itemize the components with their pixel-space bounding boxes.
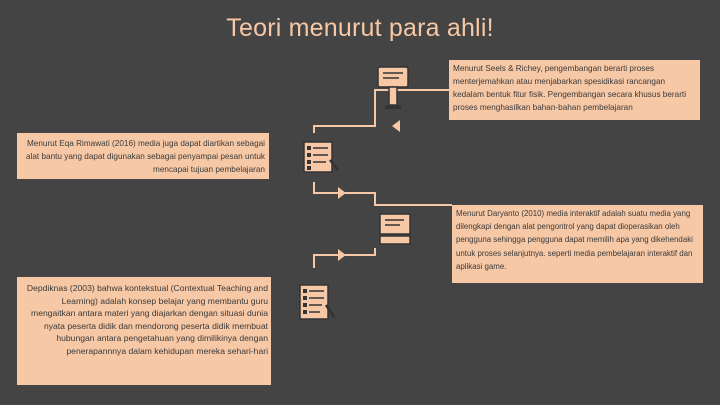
board-hand-icon — [378, 212, 414, 246]
arrow-head-2 — [338, 187, 346, 199]
theory-box-seels-richey: Menurut Seels & Richey, pengembangan berarti proses menterjemahkan atau menjabarkan spesidikasi rancangan kedalam bentuk fitur fisik. Pengembangan secara khusus berarti proses menghasilkan bahan-bahan pembelajaran — [449, 60, 700, 120]
slide-title: Teori menurut para ahli! — [226, 14, 494, 42]
theory-box-daryanto: Menurut Daryanto (2010) media interaktif adalah suatu media yang dilengkapi dengan alat pengontrol yang dapat dioperasikan oleh pengguna sehingga pengguna dapat memilih apa yang dikehendaki untuk proses selanjutnya. seperti media pembelajaran interaktif dan aplikasi game. — [452, 205, 703, 283]
document-stand-icon — [375, 65, 411, 111]
checklist-pencil-icon — [298, 283, 336, 323]
theory-box-eqa-rimawati: Menurut Eqa Rimawati (2016) media juga dapat diartikan sebagai alat bantu yang dapat digunakan sebagai penyampai pesan untuk mencapai tujuan pembelajaran — [17, 133, 269, 179]
connector-line-2 — [314, 182, 452, 205]
arrow-head-3 — [338, 249, 346, 261]
arrow-head-1 — [392, 120, 400, 132]
theory-box-depdiknas: Depdiknas (2003) bahwa kontekstual (Contextual Teaching and Learning) adalah konsep belajar yang membantu guru mengaitkan antara materi yang diajarkan dengan situasi dunia nyata peserta didik dan mendorong peserta didik membuat hubungan antara pengetahuan yang dimilikinya dengan penerapannnya dalam kehidupan mereka sehari-hari — [17, 277, 271, 385]
connector-line-3 — [314, 248, 375, 268]
checklist-pencil-icon — [302, 140, 340, 176]
